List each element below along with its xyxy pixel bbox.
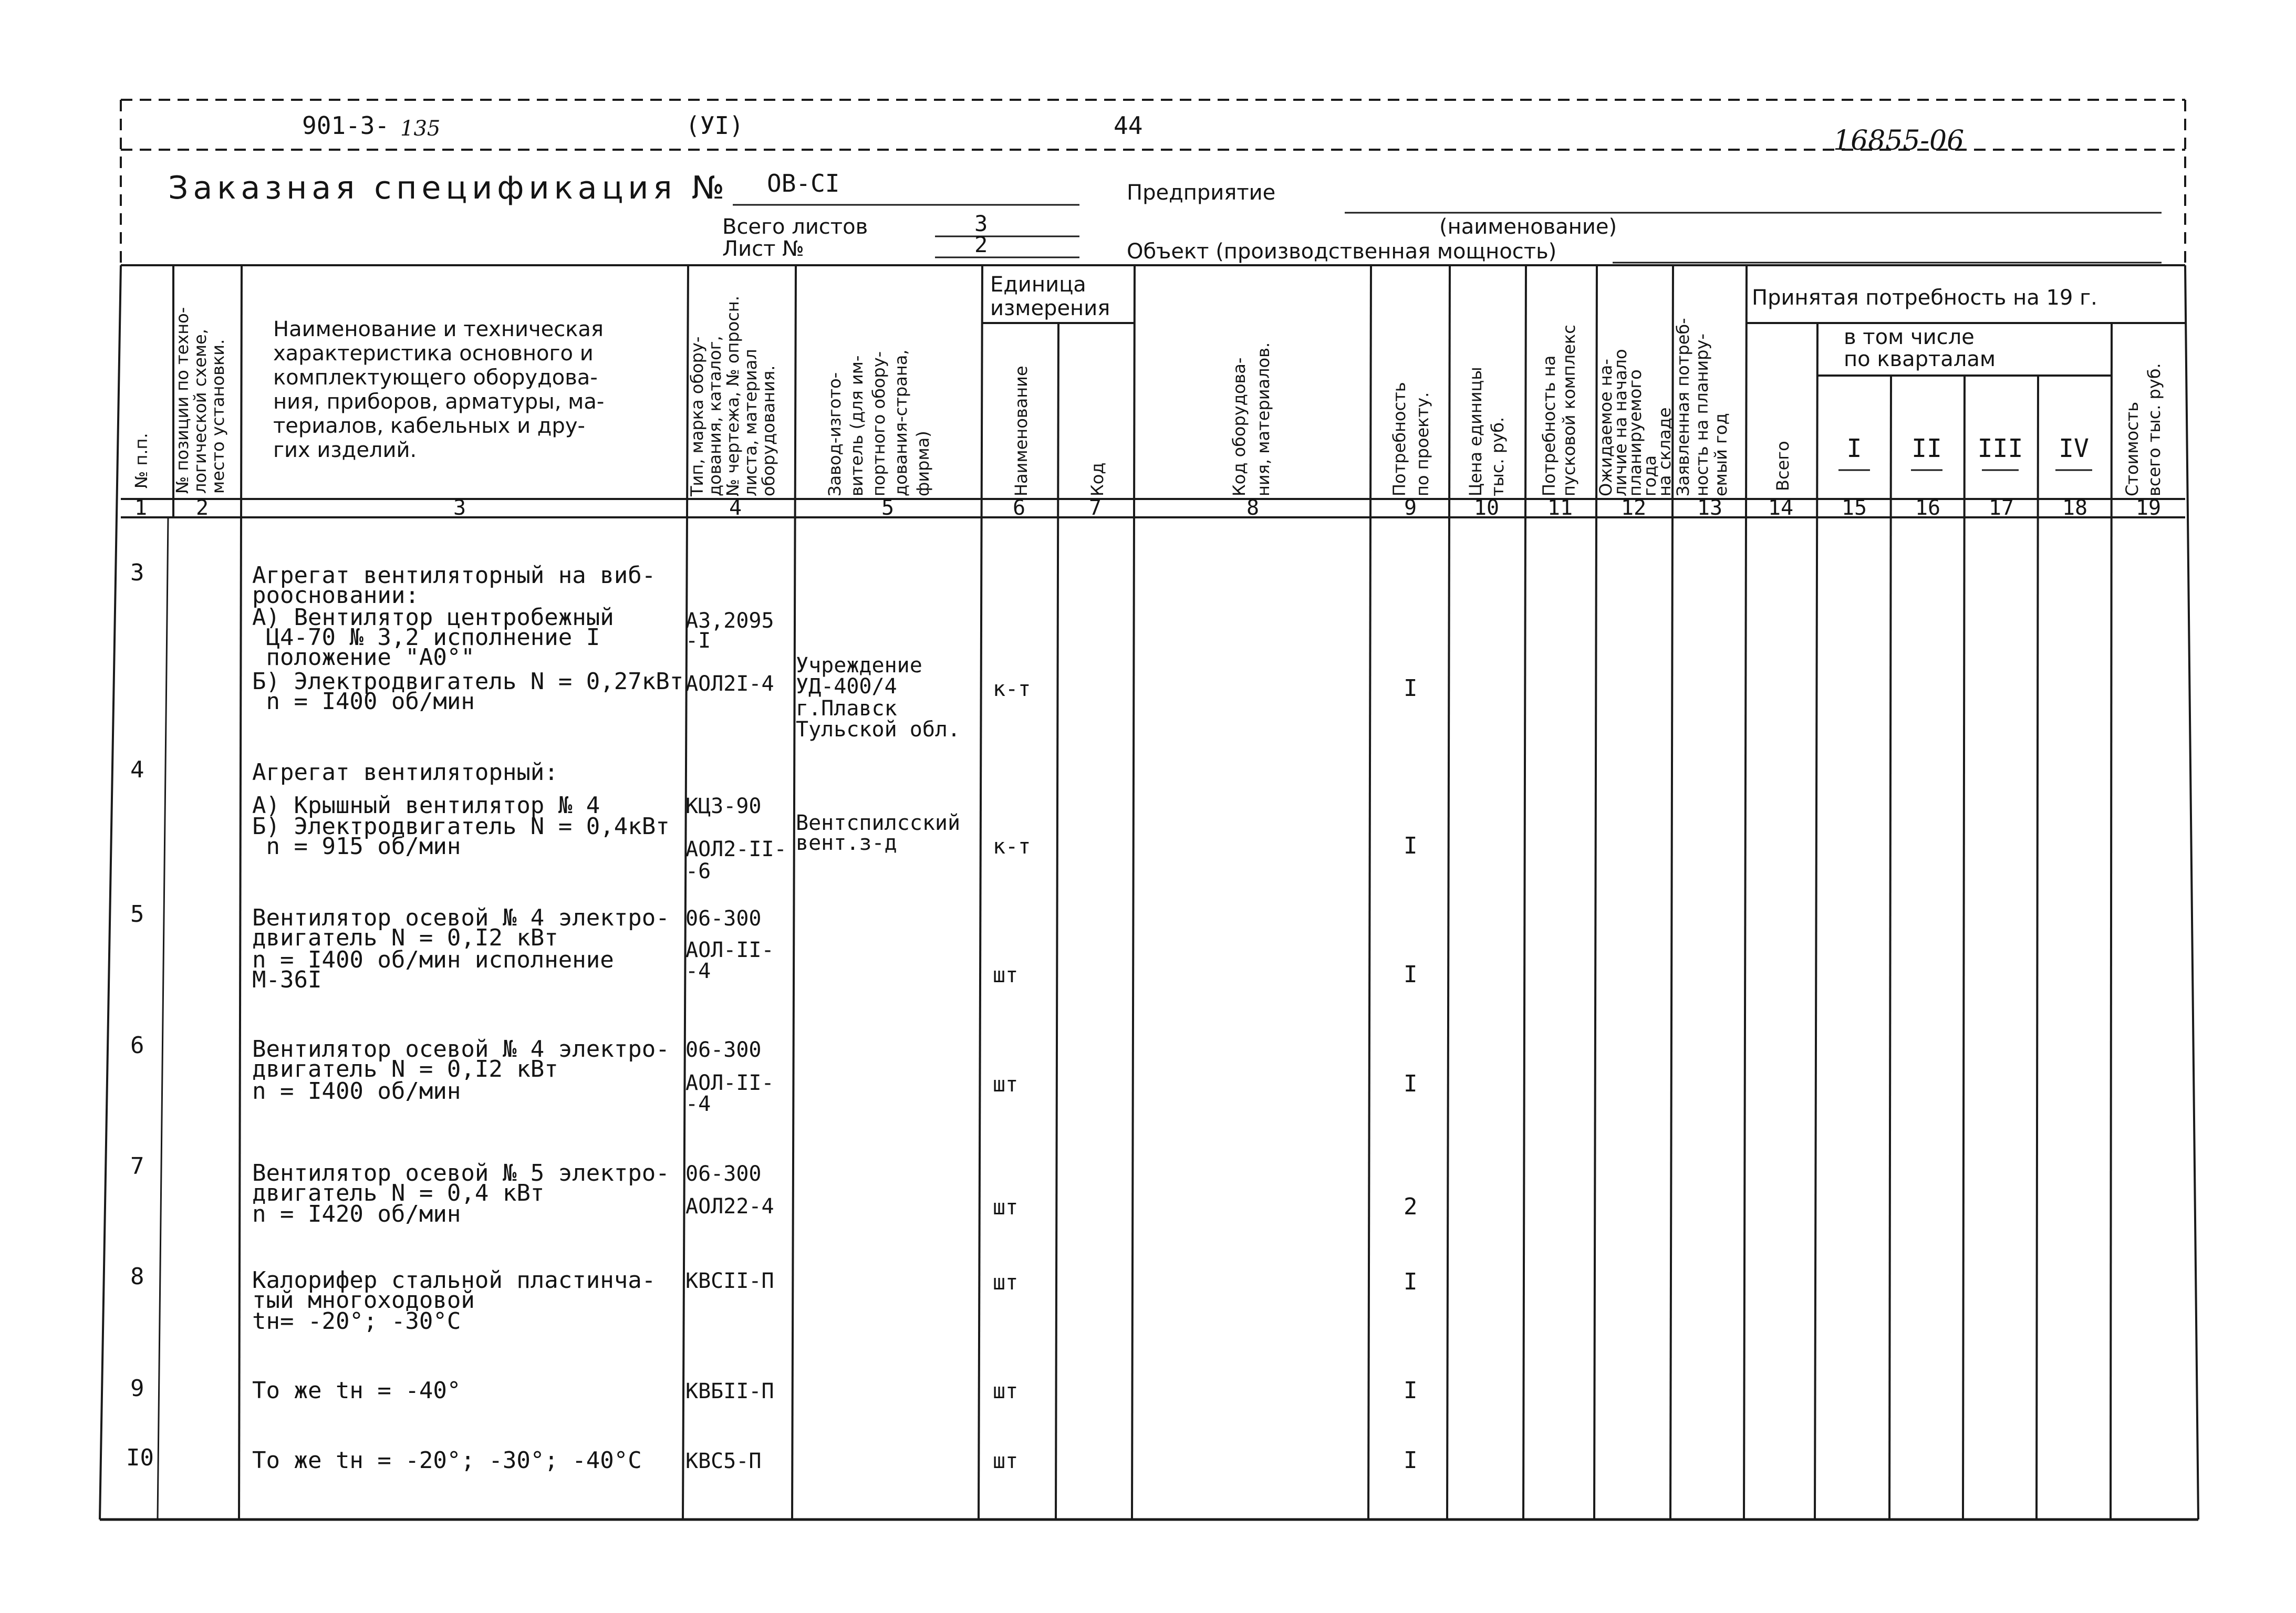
svg-text:Наименование: Наименование [1011,366,1031,496]
svg-text:То же tн = -40°: То же tн = -40° [252,1377,461,1404]
svg-text:шт: шт [993,1271,1019,1295]
svg-text:5: 5 [130,901,144,928]
svg-text:3: 3 [130,559,144,586]
svg-text:к-т: к-т [993,677,1031,701]
svg-text:А3,2095-IАОЛ2I-4: А3,2095 -I АОЛ2I-4 [685,609,774,696]
svg-text:16: 16 [1915,496,1941,520]
svg-text:I: I [1404,832,1418,859]
svg-text:15: 15 [1841,496,1867,520]
svg-text:Всего: Всего [1773,441,1793,491]
svg-text:Агрегат вентиляторный:А) Крышн: Агрегат вентиляторный: А) Крышный вентилятор № 4 Б) Электродвигатель N = 0,4кВт n = 915 об/мин [252,759,670,860]
object-label: Объект (производственная мощность) [1127,240,1557,264]
svg-text:№ п.п.: № п.п. [131,433,151,488]
svg-text:Ожидаемое на-личие на началопл: Ожидаемое на-личие на началопланируемогогодана складе [1596,349,1675,496]
doc-code-hand: 135 [400,117,441,141]
header-col-15: I [1846,434,1862,463]
svg-text:Заявленная потреб-ность на пла: Заявленная потреб-ность на планиру-емый год [1673,318,1731,496]
header-col-13 [1673,318,1731,496]
svg-text:7: 7 [130,1153,144,1180]
svg-text:14: 14 [1768,496,1794,520]
header-col-19 [2122,363,2164,496]
svg-text:То же tн = -20°; -30°; -40°С: То же tн = -20°; -30°; -40°С [252,1447,642,1474]
svg-text:шт: шт [993,1379,1019,1403]
svg-text:17: 17 [1988,496,2014,520]
svg-text:Тип, марка обору-дования, ката: Тип, марка обору-дования, каталог,№ чертежа, № опросн.листа, материалоборудования. [687,296,778,496]
table-row [126,1444,1418,1474]
svg-text:Стоимостьвсего тыс. руб.: Стоимость всего тыс. руб. [2122,363,2164,496]
svg-text:шт: шт [993,963,1019,987]
svg-text:18: 18 [2062,496,2088,520]
doc-code: 901-3- [302,111,390,140]
header-quarters-group: в том числе по кварталам [1844,325,1996,371]
svg-text:06-300АОЛ-II--4: 06-300 АОЛ-II--4 [685,907,774,983]
sheet-number: 2 [974,232,988,257]
svg-text:Вентспилсскийвент.з-д: Вентспилсский вент.з-д [796,811,961,855]
svg-text:11: 11 [1547,496,1573,520]
svg-text:7: 7 [1088,496,1102,520]
svg-text:Вентилятор осевой № 5 электро-: Вентилятор осевой № 5 электро-двигатель N = 0,4 кВт n = I420 об/мин [252,1160,670,1227]
enterprise-label: Предприятие [1127,181,1276,205]
svg-text:Завод-изгото-витель (для им-по: Завод-изгото- витель (для им- портного обору- дования-страна, фирма) [825,349,933,496]
svg-text:шт: шт [993,1073,1019,1097]
page-number: 44 [1114,111,1143,140]
header-col-3 [273,317,604,462]
header-unit-group: Единица измерения [990,273,1110,320]
svg-text:№ позиции по техно-логической: № позиции по техно-логической схеме,место установки. [172,307,228,494]
svg-text:Цена единицытыс. руб.: Цена единицы тыс. руб. [1466,367,1508,496]
header-col-6 [1011,366,1031,496]
svg-text:УчреждениеУД-400/4г.ПлавскТуль: Учреждение УД-400/4 г.Плавск Тульской обл. [796,653,961,742]
svg-text:Вентилятор осевой № 4 электро-: Вентилятор осевой № 4 электро-двигатель N = 0,I2 кВт n = I400 об/мин [252,1036,670,1105]
svg-text:13: 13 [1697,496,1723,520]
table-row [130,1032,1418,1116]
header-col-5 [825,349,933,496]
svg-text:КЦ3-90АОЛ2-II--6: КЦ3-90 АОЛ2-II--6 [685,794,787,883]
svg-text:4: 4 [729,496,742,520]
table-row [130,1263,1418,1335]
svg-text:10: 10 [1473,496,1500,520]
table-row [130,1375,1418,1404]
svg-text:6: 6 [130,1032,144,1059]
svg-text:06-300АОЛ-II--4: 06-300 АОЛ-II--4 [685,1038,774,1116]
svg-text:I: I [1404,1447,1418,1474]
spec-title: Заказная спецификация № [168,170,729,206]
svg-text:к-т: к-т [993,835,1031,859]
svg-text:Код оборудова-ния, материалов.: Код оборудова- ния, материалов. [1229,342,1273,496]
svg-text:3: 3 [453,496,466,520]
svg-text:Наименование и техническаяхара: Наименование и техническая характеристика основного и комплектующего оборудова-ния, приборов, арматуры, ма-териалов, кабельных и дру-гих изделий. [273,317,605,462]
svg-text:Вентилятор осевой № 4 электро-: Вентилятор осевой № 4 электро-двигатель N = 0,I2 кВт n = I400 об/мин исполнение М-36I [252,904,670,993]
header-col-14 [1773,441,1793,491]
svg-text:I: I [1404,961,1418,988]
header-accepted-group: Принятая потребность на 19 г. [1752,286,2097,310]
header-col-4 [687,296,778,497]
table-row [130,559,1418,742]
svg-text:2: 2 [1404,1193,1418,1220]
svg-text:12: 12 [1620,496,1647,520]
header-col-2 [172,307,228,494]
svg-text:5: 5 [881,496,895,520]
svg-text:06-300АОЛ22-4: 06-300 АОЛ22-4 [685,1162,774,1219]
svg-text:КВС5-П: КВС5-П [685,1449,762,1473]
header-col-10 [1466,367,1508,496]
svg-text:I0: I0 [126,1444,154,1471]
header-col-7 [1087,463,1107,496]
svg-text:9: 9 [130,1375,144,1402]
spec-number: ОВ-СI [767,169,840,197]
table-row [130,1153,1418,1227]
svg-text:6: 6 [1012,496,1026,520]
svg-text:Код: Код [1087,462,1107,496]
header-col-17: III [1977,434,2023,463]
svg-text:Потребностьпо проекту.: Потребность по проекту. [1389,382,1432,496]
header-col-16: II [1911,434,1942,463]
total-sheets: 3 [974,211,988,236]
svg-text:I: I [1404,1377,1418,1404]
svg-text:19: 19 [2135,496,2162,520]
sheet-label: Лист № [722,237,804,261]
svg-text:шт: шт [993,1195,1019,1220]
svg-text:I: I [1404,1268,1418,1295]
header-col-1 [131,433,151,488]
svg-text:8: 8 [1246,496,1260,520]
enterprise-hint: (наименование) [1439,215,1617,239]
total-sheets-label: Всего листов [722,215,868,239]
header-col-8 [1229,342,1273,496]
svg-text:Потребность напусковой комплек: Потребность напусковой комплекс [1539,325,1579,496]
column-grid [158,265,2185,1520]
header-col-9 [1389,382,1432,496]
svg-text:Калорифер стальной пластинча-т: Калорифер стальной пластинча-тый многоходовой tн= -20°; -30°С [252,1267,656,1335]
inventory-number: 16855-06 [1833,125,1965,157]
svg-text:шт: шт [993,1449,1019,1473]
section-code: (УI) [685,111,744,140]
svg-text:Агрегат вентиляторный на виб-р: Агрегат вентиляторный на виб-роосновании: А) Вентилятор центробежный Ц4-70 № 3,2 исполнение I положение "А0°" Б) Электродвигатель N = 0,27кВт n = I400 об/мин [252,562,684,715]
table-row [130,901,1418,993]
header-col-12 [1596,349,1675,496]
svg-text:4: 4 [130,756,144,783]
header-col-18: IV [2059,434,2089,463]
svg-text:I: I [1404,675,1418,702]
table-row [130,756,1418,883]
svg-text:КВБII-П: КВБII-П [685,1379,774,1403]
svg-text:9: 9 [1404,496,1417,520]
header-col-11 [1539,325,1579,496]
svg-text:КВСII-П: КВСII-П [685,1269,774,1293]
svg-text:I: I [1404,1070,1418,1097]
svg-text:8: 8 [130,1263,144,1290]
svg-text:2: 2 [195,496,209,520]
svg-text:1: 1 [134,496,148,520]
column-headers [131,273,2164,497]
